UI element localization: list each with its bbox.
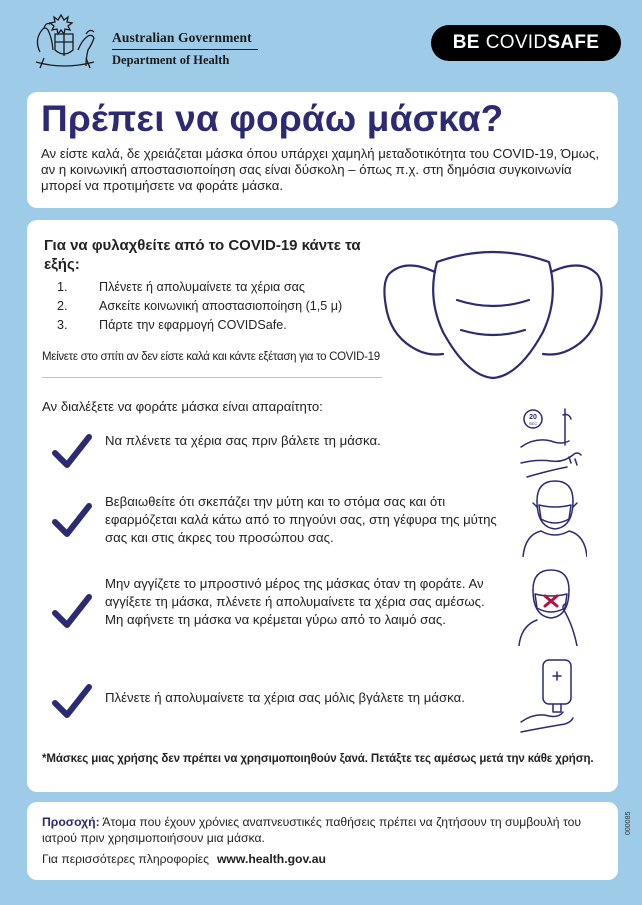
department-name: Department of Health [112,53,230,67]
badge-word-covid: COVID [485,32,548,53]
mask-rule-item [27,414,618,483]
mask-rule-text: Μην αγγίζετε το μπροστινό μέρος της μάσκας όταν τη φοράτε. Αν αγγίξετε τη μάσκα, πλένετε ή απολυμαίνετε τα χέρια σας αμέσως. Μη αφήνετε τη μάσκα να κρέμεται γύρω από το λαιμό σας. [105,576,485,627]
protect-heading: Για να φυλαχθείτε από το COVID-19 κάντε τα εξής: [44,237,361,273]
protect-step [57,316,342,335]
badge-word-be: BE [452,32,480,53]
protect-step [57,297,342,316]
badge-word-safe: SAFE [547,32,600,53]
government-name: Australian Government [112,30,252,45]
caution-label: Προσοχή: [42,815,100,829]
step-text: Ασκείτε κοινωνική αποστασιοποίηση (1,5 μ) [99,299,343,313]
more-info [42,852,326,866]
document-code: 000085 [625,811,632,835]
do-not-touch-mask-icon [517,568,587,646]
mask-rules-lead: Αν διαλέξετε να φοράτε μάσκα είναι απαραίτητο: [42,399,323,414]
mask-rule-text: Πλένετε ή απολυμαίνετε τα χέρια σας μόλις βγάλετε τη μάσκα. [105,690,465,705]
caution-body: Άτομα που έχουν χρόνιες αναπνευστικές παθήσεις πρέπει να ζητήσουν τη συμβουλή του ιατρού πριν χρησιμοποιήσουν μια μάσκα. [42,815,582,845]
step-number: 3. [57,318,68,332]
mask-rule-text: Βεβαιωθείτε ότι σκεπάζει την μύτη και το στόμα σας και ότι εφαρμόζεται καλά κάτω από το πηγούνι σας, στη γέφυρα της μύτης σας και στις άκρες του προσώπου σας. [105,494,497,545]
person-wearing-mask-icon [517,479,587,557]
protect-steps [57,278,342,335]
protect-step [57,278,342,297]
guidance-card [27,220,618,792]
hand-washing-icon [517,407,587,485]
mask-rule-item [27,666,618,736]
step-text: Πλένετε ή απολυμαίνετε τα χέρια σας [99,280,305,294]
mask-rule-item [27,485,618,560]
disposable-mask-footnote: *Μάσκες μιας χρήσης δεν πρέπει να χρησιμοποιηθούν ξανά. Πετάξτε τες αμέσως μετά την κάθε χρήση. [42,753,594,765]
caution-text [42,814,602,846]
logo-rule [112,49,258,50]
stay-home-note: Μείνετε στο σπίτι αν δεν είστε καλά και κάντε εξέταση για το COVID-19 [42,351,380,363]
intro-text: Αν είστε καλά, δε χρειάζεται μάσκα όπου υπάρχει χαμηλή μεταδοτικότητα του COVID-19, Όμως, αν η κοινωνική αποστασιοποίηση σας είναι δύσκολη – όπως π.χ. στη δημόσια συγκοινωνία μπορεί να προτιμήσετε να φοράτε μάσκα. [41,146,599,193]
face-mask-icon [383,234,605,384]
mask-rule-text: Να πλένετε τα χέρια σας πριν βάλετε τη μάσκα. [105,433,381,448]
checkmark-icon [51,683,93,719]
page-title: Πρέπει να φοράω μάσκα? [41,98,504,139]
checkmark-icon [51,593,93,629]
mask-rule-item [27,568,618,658]
coat-of-arms-icon [26,12,104,72]
checkmark-icon [51,433,93,469]
step-text: Πάρτε την εφαρμογή COVIDSafe. [99,318,287,332]
more-info-label: Για περισσότερες πληροφορίες [42,852,209,866]
sanitiser-dispenser-icon [517,658,587,736]
timer-unit: SEC [528,421,538,426]
health-website-link[interactable]: www.health.gov.au [216,852,326,866]
step-number: 1. [57,280,68,294]
section-divider [42,377,382,378]
caution-card [27,802,618,880]
government-logo-text [112,30,258,68]
step-number: 2. [57,299,68,313]
header [0,0,642,88]
be-covidsafe-badge [431,25,621,61]
intro-card [27,92,618,208]
timer-label: 20 [529,414,537,421]
checkmark-icon [51,502,93,538]
